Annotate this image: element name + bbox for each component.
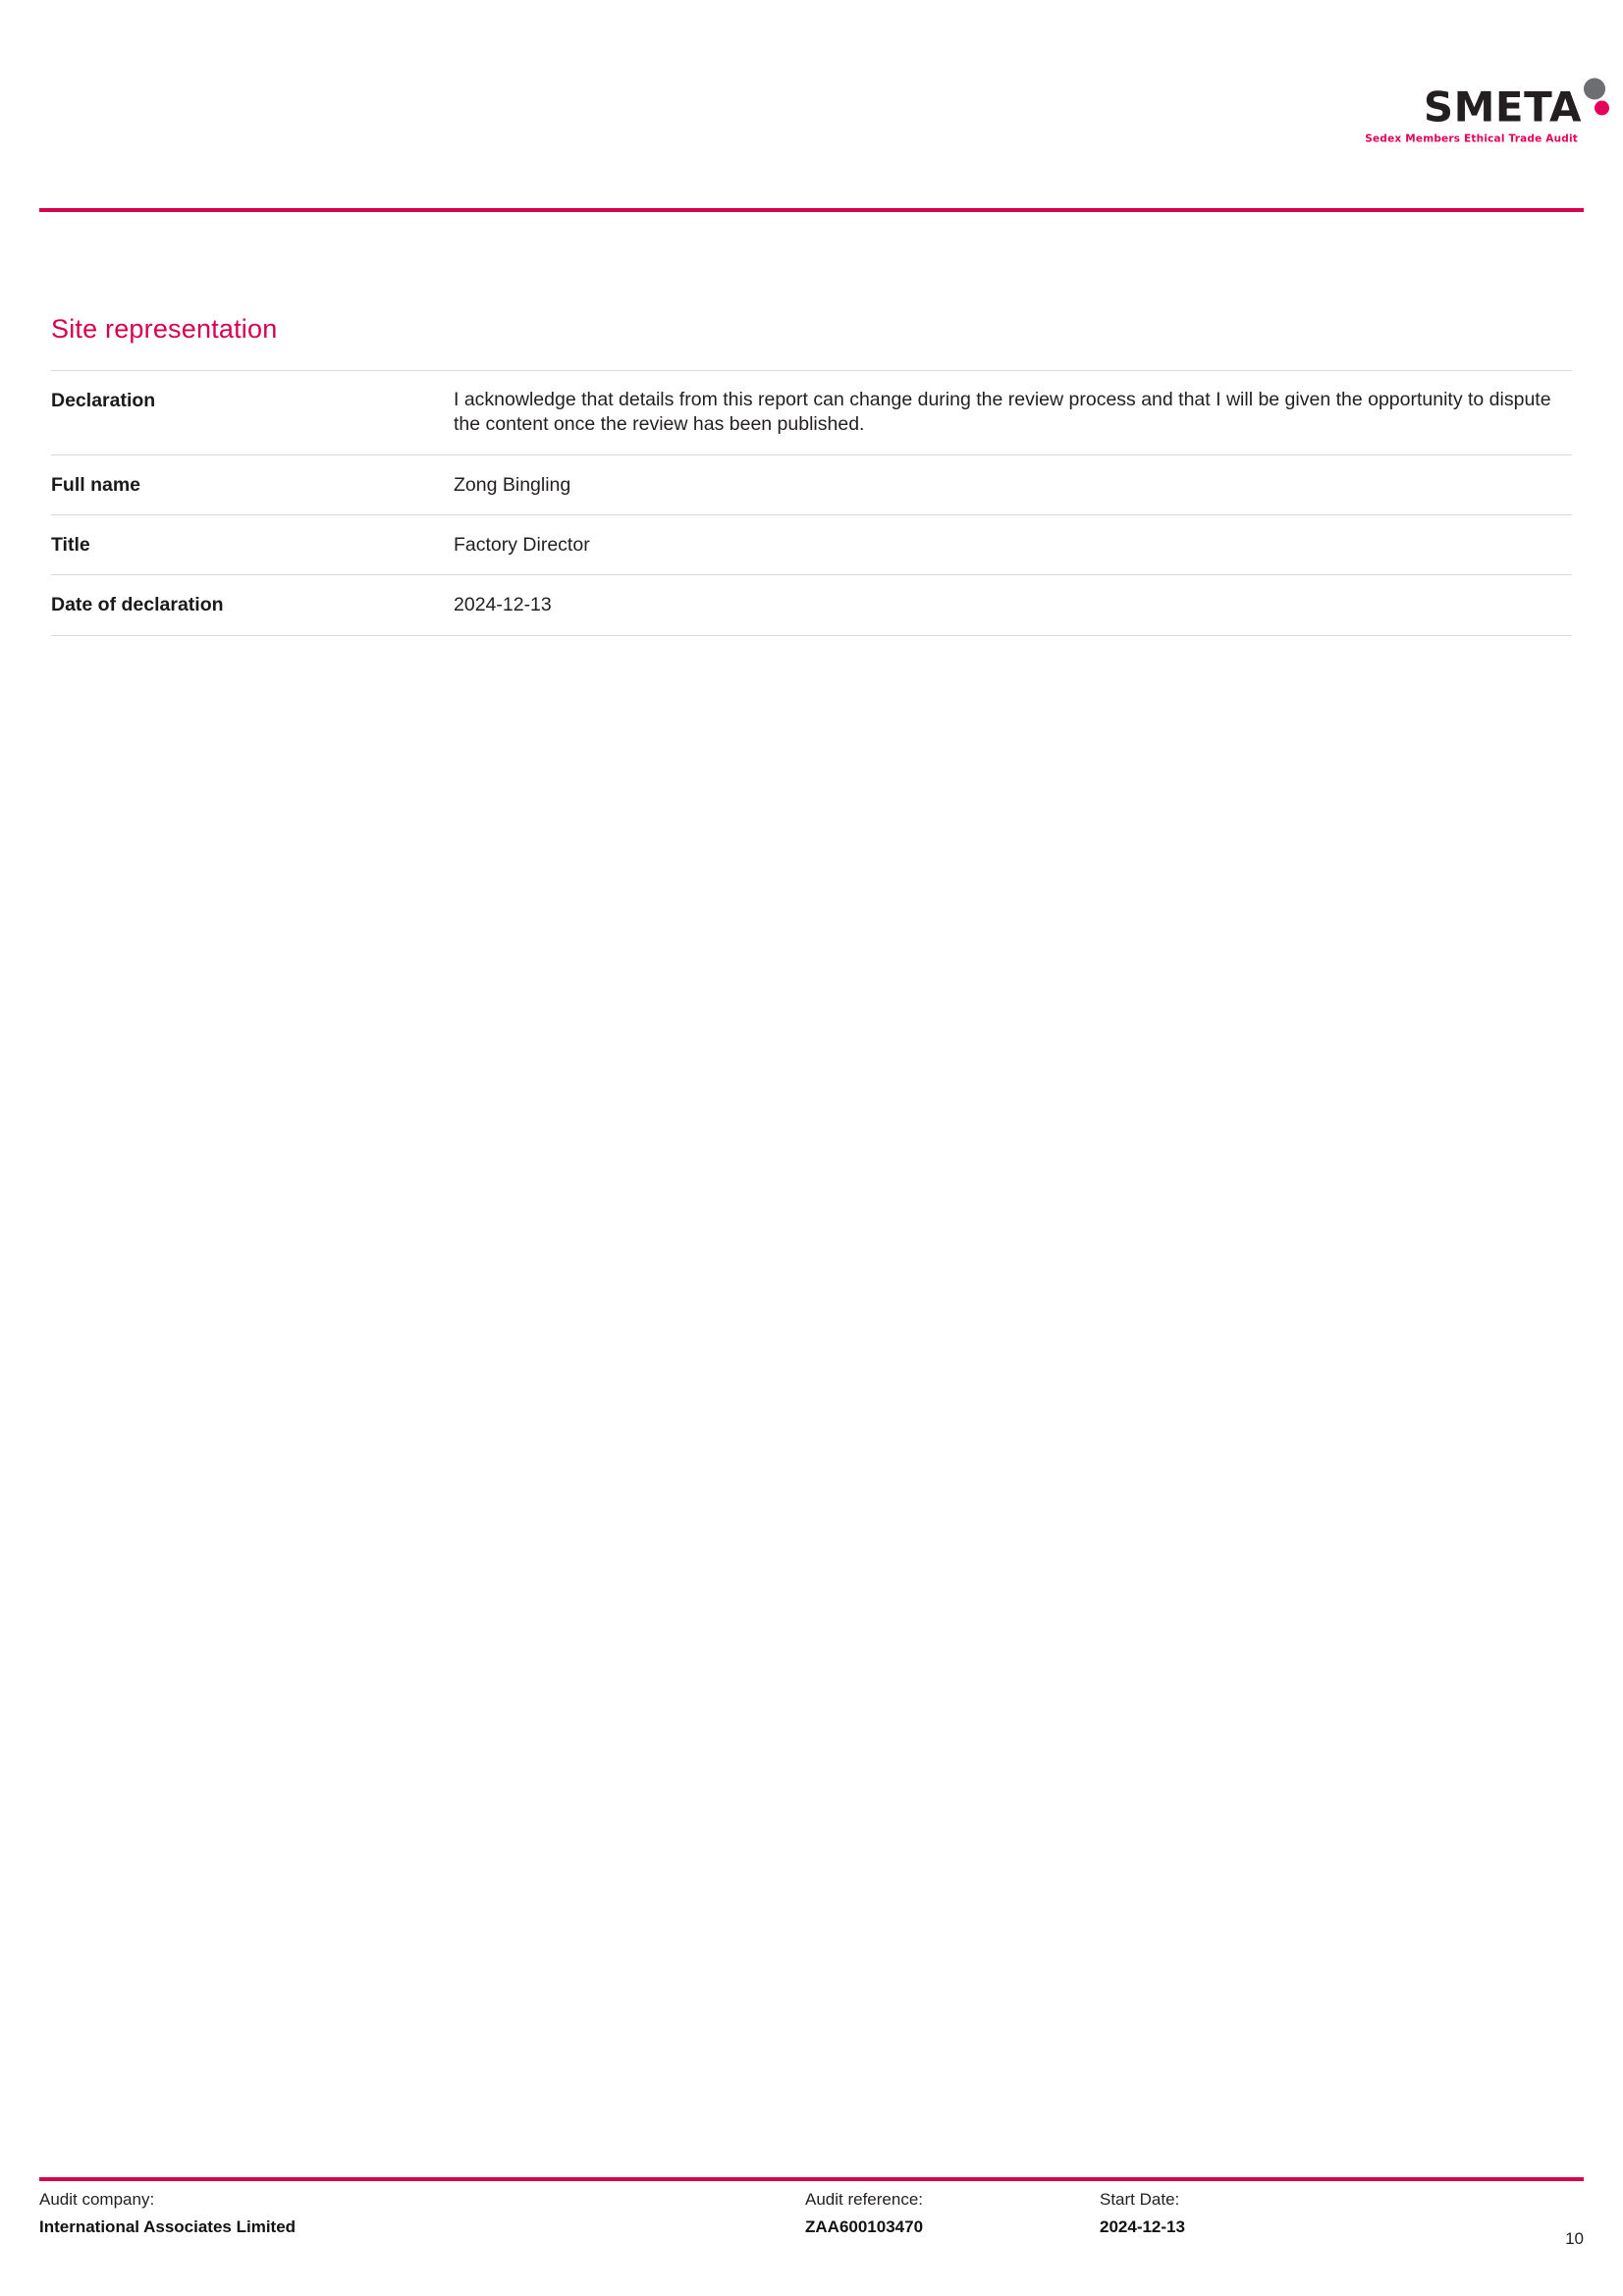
table-row [51,454,1572,514]
page-footer [39,2188,1584,2249]
declaration-text: I acknowledge that details from this report can change during the review process and that I will be given the opportunity to dispute the content once the review has been published. [454,389,1551,436]
footer-audit-reference-label: Audit reference: [805,2190,924,2209]
page-title: Site representation [51,314,278,344]
page-header [0,0,1623,211]
footer-audit-company [39,2188,296,2239]
row-value: Zong Bingling [454,473,571,496]
site-representation-table [51,370,1572,636]
smeta-logo [1365,82,1582,145]
row-label: Date of declaration [51,594,224,616]
footer-audit-company-value: International Associates Limited [39,2216,297,2236]
table-row [51,575,1572,635]
page-number: 10 [1565,2229,1584,2248]
header-divider [39,208,1584,212]
footer-audit-reference [805,2188,923,2239]
row-value [454,371,1572,455]
row-label: Full name [51,473,141,496]
page-content [51,314,1572,636]
footer-divider [39,2177,1584,2181]
row-label: Title [51,534,90,556]
footer-start-date-value: 2024-12-13 [1100,2216,1185,2236]
logo-dot-pink-icon [1595,101,1609,116]
row-label: Declaration [51,390,156,411]
footer-start-date-label: Start Date: [1100,2190,1180,2209]
footer-audit-company-label: Audit company: [39,2190,155,2209]
row-value: 2024-12-13 [454,594,552,616]
logo-dot-grey-icon [1584,79,1605,100]
smeta-logo-text: SMETA [1423,82,1582,132]
smeta-logo-wordmark [1423,82,1582,132]
table-row [51,371,1572,455]
footer-start-date [1100,2188,1185,2239]
footer-audit-reference-value: ZAA600103470 [805,2216,924,2236]
table-row [51,515,1572,575]
smeta-logo-tagline: Sedex Members Ethical Trade Audit [1365,133,1578,145]
row-value: Factory Director [454,534,590,556]
